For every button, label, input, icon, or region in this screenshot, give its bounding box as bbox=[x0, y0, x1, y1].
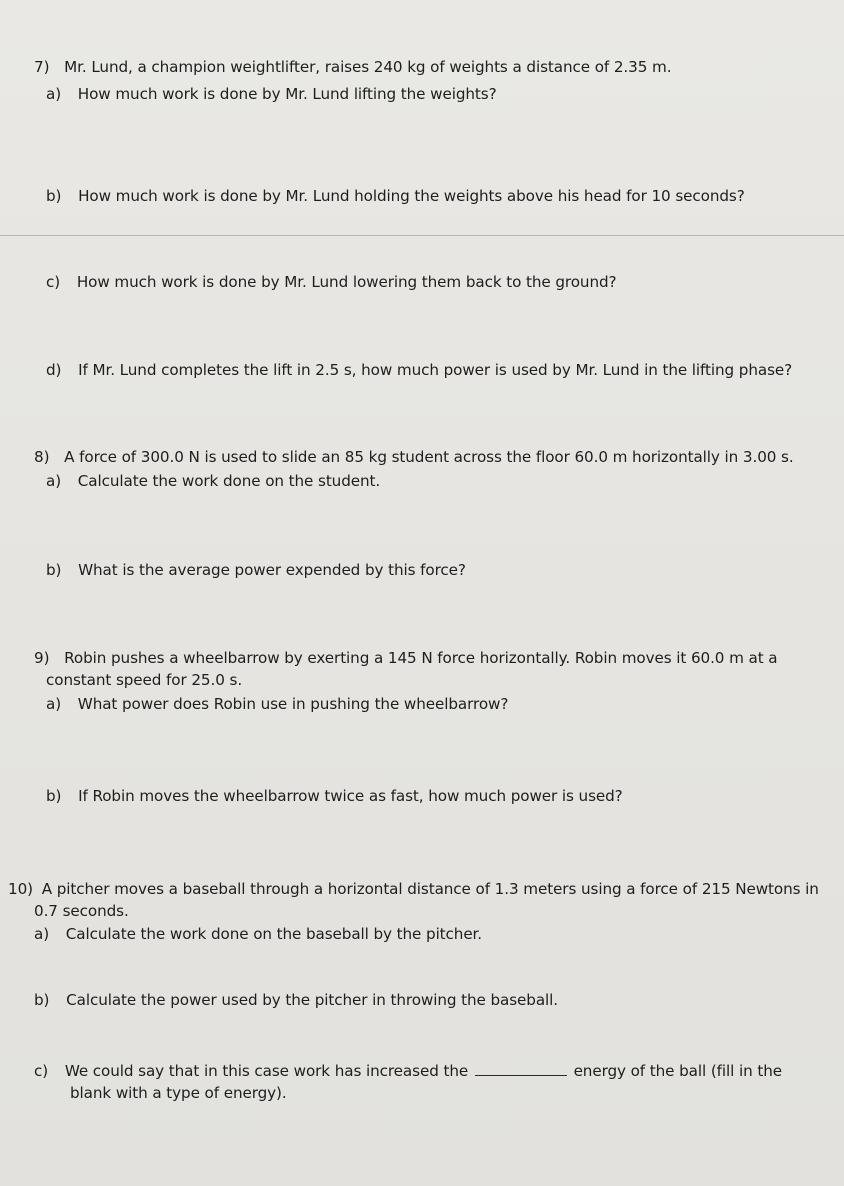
part-label: b) bbox=[46, 561, 62, 579]
part-text: How much work is done by Mr. Lund holding the weights above his head for 10 seconds? bbox=[78, 187, 745, 205]
part-label: d) bbox=[46, 361, 62, 379]
part-label: b) bbox=[46, 187, 62, 205]
question-7b bbox=[46, 186, 745, 206]
question-text: A pitcher moves a baseball through a horizontal distance of 1.3 meters using a force of 215 Newtons in bbox=[41, 880, 819, 898]
part-label: c) bbox=[34, 1062, 49, 1080]
part-label: a) bbox=[46, 472, 62, 490]
question-7 bbox=[34, 57, 671, 77]
question-text: Mr. Lund, a champion weightlifter, raises 240 kg of weights a distance of 2.35 m. bbox=[64, 58, 672, 76]
question-10a bbox=[34, 924, 482, 944]
part-label: a) bbox=[34, 925, 50, 943]
question-10 bbox=[8, 879, 819, 899]
part-label: a) bbox=[46, 695, 62, 713]
question-text: Robin pushes a wheelbarrow by exerting a 145 N force horizontally. Robin moves it 60.0 m at a bbox=[64, 649, 778, 667]
question-10-continued: 0.7 seconds. bbox=[34, 902, 129, 920]
question-8a bbox=[46, 471, 380, 491]
question-9b bbox=[46, 786, 623, 806]
part-label: a) bbox=[46, 85, 62, 103]
question-7c bbox=[46, 272, 616, 292]
question-number: 8) bbox=[34, 448, 50, 466]
question-9a bbox=[46, 694, 508, 714]
divider-line bbox=[0, 235, 844, 236]
question-7a bbox=[46, 84, 497, 104]
question-8 bbox=[34, 447, 794, 467]
part-text: If Mr. Lund completes the lift in 2.5 s, how much power is used by Mr. Lund in the lifting phase? bbox=[78, 361, 793, 379]
question-text: A force of 300.0 N is used to slide an 85 kg student across the floor 60.0 m horizontally in 3.00 s. bbox=[64, 448, 794, 466]
part-text: If Robin moves the wheelbarrow twice as fast, how much power is used? bbox=[78, 787, 623, 805]
question-10b bbox=[34, 990, 558, 1010]
part-text: Calculate the work done on the baseball by the pitcher. bbox=[65, 925, 483, 943]
part-text: What is the average power expended by this force? bbox=[78, 561, 466, 579]
question-number: 7) bbox=[34, 58, 50, 76]
question-10c bbox=[34, 1061, 782, 1081]
part-label: c) bbox=[46, 273, 61, 291]
part-text: Calculate the power used by the pitcher in throwing the baseball. bbox=[66, 991, 559, 1009]
part-text: How much work is done by Mr. Lund lifting the weights? bbox=[77, 85, 497, 103]
part-label: b) bbox=[34, 991, 50, 1009]
fill-in-blank[interactable] bbox=[475, 1061, 567, 1076]
question-9-continued: constant speed for 25.0 s. bbox=[46, 671, 243, 689]
part-text: What power does Robin use in pushing the wheelbarrow? bbox=[77, 695, 509, 713]
part-text-after: energy of the ball (fill in the bbox=[573, 1062, 782, 1080]
question-7d bbox=[46, 360, 792, 380]
question-9 bbox=[34, 648, 778, 668]
question-number: 10) bbox=[8, 880, 33, 898]
part-text: How much work is done by Mr. Lund lowering them back to the ground? bbox=[76, 273, 617, 291]
question-8b bbox=[46, 560, 466, 580]
part-label: b) bbox=[46, 787, 62, 805]
part-text-before: We could say that in this case work has increased the bbox=[64, 1062, 469, 1080]
question-number: 9) bbox=[34, 649, 50, 667]
part-text: Calculate the work done on the student. bbox=[77, 472, 381, 490]
question-10c-continued: blank with a type of energy). bbox=[70, 1084, 287, 1102]
